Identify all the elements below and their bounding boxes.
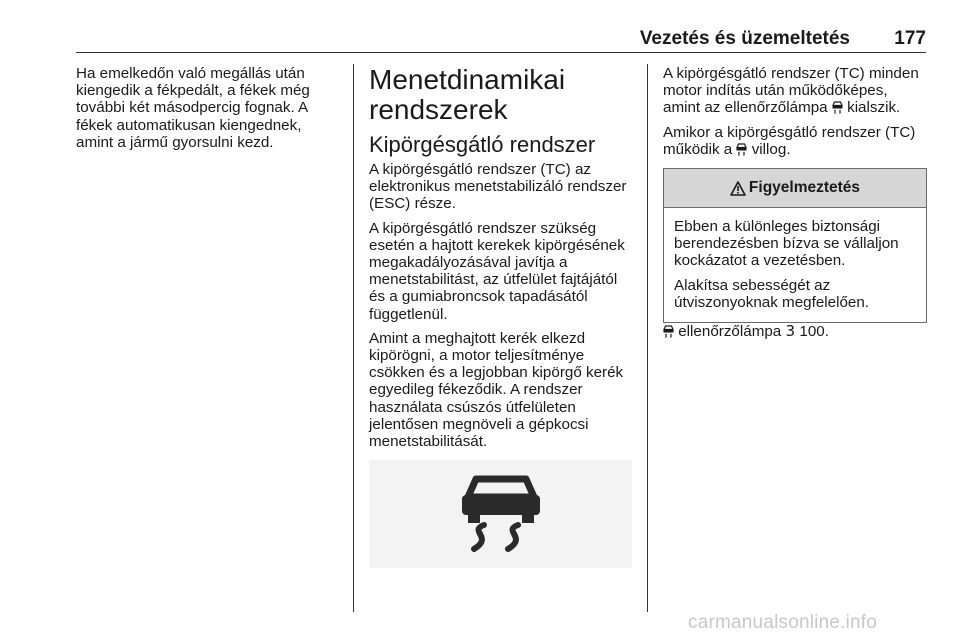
warning-header — [664, 169, 926, 208]
page-number: 177 — [894, 28, 926, 49]
page-header-title: Vezetés és üzemeltetés — [639, 28, 850, 49]
tc-paragraph-1: A kipörgésgátló rendszer (TC) az elektronikus menetstabilizáló rendszer (ESC) része. — [369, 161, 627, 213]
tc-flash-paragraph — [663, 124, 927, 158]
hill-hold-paragraph: Ha emelkedőn való megállás után kiengedik a fékpedált, a fékek még további két másodpercig fognak. A fékek automatikusan kiengednek, amint a jármű gyorsulni kezd. — [76, 65, 310, 151]
column-divider-right — [647, 64, 648, 612]
lamp-reference — [663, 323, 927, 340]
tc-warning-lamp-icon — [832, 101, 843, 114]
tc-status-text-before: A kipörgésgátló rendszer (TC) minden motor indítás után működőképes, amint az ellenőrzőlámpa — [663, 65, 919, 117]
tc-status-text-after: kialszik. — [847, 99, 901, 117]
header-divider — [76, 52, 926, 53]
lamp-reference-label: ellenőrzőlámpa — [678, 323, 782, 341]
traction-control-illustration — [369, 460, 632, 568]
tc-paragraph-3: Amint a meghajtott kerék elkezd kipörögni, a motor teljesítménye csökken és a legjobban kipörgő kerék egyedileg fékeződik. A rendszer használata csúszós útfelületen jelentősen megnöveli a gépkocsi menetstabilitását. — [369, 329, 624, 451]
tc-flash-text-before: Amikor a kipörgésgátló rendszer (TC) működik a — [663, 123, 916, 158]
traction-control-car-icon — [456, 473, 546, 555]
tc-flash-text-after: villog. — [751, 140, 791, 158]
tc-warning-lamp-icon — [663, 325, 674, 338]
watermark-text: carmanualsonline.info — [688, 612, 878, 633]
page-reference-link[interactable]: 100. — [799, 323, 829, 341]
warning-box — [663, 168, 927, 323]
column-divider-left — [353, 64, 354, 612]
warning-triangle-icon — [730, 181, 746, 196]
tc-status-paragraph — [663, 65, 927, 117]
warning-body — [664, 208, 926, 322]
column-left — [76, 65, 336, 158]
column-right — [663, 65, 927, 347]
column-middle — [369, 65, 634, 568]
subsection-title: Kipörgésgátló rendszer — [369, 132, 596, 157]
tc-paragraph-2: A kipörgésgátló rendszer szükség esetén a hajtott kerekek kipörgésének megakadályozásával javítja a menetstabilitást, az útfelület fajtájától és a gumiabroncsok tapadásától függetlenül. — [369, 219, 625, 323]
warning-title: Figyelmeztetés — [748, 179, 861, 197]
warning-paragraph-1: Ebben a különleges biztonsági berendezésben bízva se vállaljon kockázatot a vezetésben. — [674, 218, 899, 270]
section-title: Menetdinamikai rendszerek — [369, 64, 566, 125]
tc-warning-lamp-icon — [736, 143, 747, 156]
warning-paragraph-2: Alakítsa sebességét az útviszonyoknak megfelelően. — [674, 276, 870, 311]
page-reference-arrow[interactable]: 3 — [785, 322, 796, 341]
